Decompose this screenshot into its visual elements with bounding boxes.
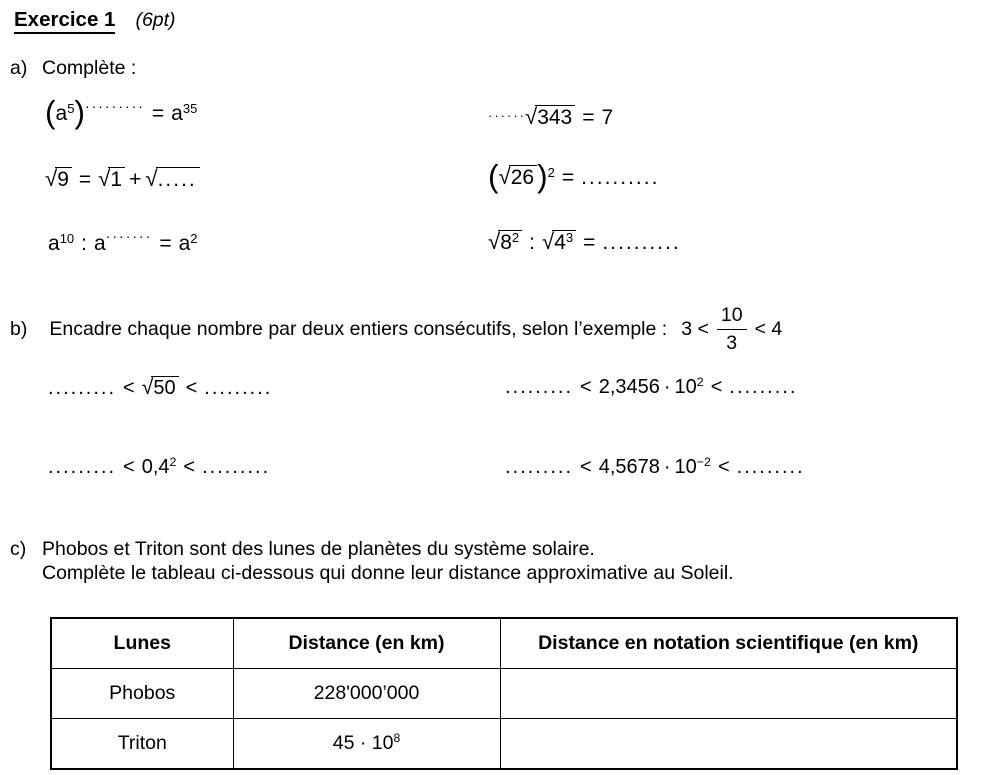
radicand — [498, 230, 522, 255]
exercise-title: Exercice 1 — [14, 8, 115, 34]
equals-sign: = — [159, 232, 172, 255]
scientific-notation-cell-empty — [500, 669, 957, 719]
answer-blank: ......... — [736, 456, 805, 478]
multiplication-dot: · — [663, 376, 671, 398]
result-base: a — [178, 232, 191, 255]
distance-cell — [233, 719, 500, 770]
radicand: 1 — [108, 167, 125, 192]
fraction-denominator: 3 — [726, 331, 738, 354]
less-than-sign: < — [123, 377, 135, 399]
distance-table — [50, 617, 958, 770]
section-c-line2: Complète le tableau ci-dessous qui donne leur distance approximative au Soleil. — [42, 562, 734, 584]
less-than-sign: < — [183, 456, 196, 478]
answer-blank: ......... — [505, 376, 574, 398]
exponent: 2 — [169, 455, 177, 470]
distance-value: 228'000’000 — [313, 682, 420, 704]
result-base: a — [171, 102, 183, 125]
bounding-sqrt50 — [48, 376, 272, 400]
header-distance-scientific: Distance en notation scientifique (en km) — [500, 618, 957, 669]
power-exponent: −2 — [696, 455, 711, 470]
division-colon: : — [81, 232, 88, 255]
expression-root-343 — [488, 104, 613, 130]
exponent: 10 — [59, 230, 75, 246]
blank-exponent: ······· — [105, 228, 153, 244]
section-b-header — [10, 300, 782, 358]
radicand: 9 — [55, 167, 72, 192]
base: a — [55, 102, 68, 125]
equals-sign: = — [561, 166, 575, 189]
radical — [45, 168, 72, 191]
result: 7 — [601, 106, 614, 129]
blank-root-index: ······ — [488, 108, 526, 123]
distance-value: 45 · 10 — [332, 732, 394, 754]
open-paren: ( — [488, 158, 499, 194]
expression-sqrt-sum — [45, 166, 200, 192]
exponent: 5 — [67, 100, 75, 116]
moon-name-cell: Triton — [51, 719, 233, 770]
moon-name-cell: Phobos — [51, 669, 233, 719]
power-exponent: 2 — [696, 375, 704, 390]
equals-sign: = — [583, 231, 596, 254]
expression-sqrt26-squared — [488, 158, 660, 194]
table-header-row — [51, 618, 957, 669]
expression-a5-power — [45, 94, 198, 130]
less-than-sign: < — [185, 377, 198, 399]
answer-blank: ......... — [48, 377, 117, 399]
less-than-sign: < — [717, 456, 730, 478]
mantissa: 2,3456 — [598, 376, 660, 398]
radicand-exponent: 2 — [511, 229, 520, 245]
plus-sign: + — [129, 168, 142, 191]
radical — [142, 377, 179, 399]
fraction-numerator: 10 — [717, 304, 747, 330]
result-exponent: 35 — [182, 100, 198, 116]
radical — [145, 168, 199, 191]
answer-blank: ......... — [729, 376, 798, 398]
answer-blank: ......... — [505, 456, 574, 478]
page-header — [14, 8, 176, 32]
equals-sign: = — [582, 106, 595, 129]
section-b-prompt: Encadre chaque nombre par deux entiers consécutifs, selon l’exemple : — [49, 317, 668, 340]
radical — [98, 168, 125, 191]
radicand: 26 — [509, 165, 537, 190]
header-lunes: Lunes — [51, 618, 233, 669]
radicand: 343 — [535, 105, 575, 130]
radical — [488, 231, 522, 254]
distance-cell — [233, 669, 500, 719]
example-upper-bound: < 4 — [754, 317, 783, 340]
expression-a-quotient — [48, 228, 198, 256]
blank-radicand: ..... — [156, 167, 200, 192]
radical — [525, 106, 575, 129]
header-distance: Distance (en km) — [233, 618, 500, 669]
bounding-0-4-squared — [48, 456, 270, 479]
radicand-base: 8 — [500, 231, 512, 254]
answer-blank: ......... — [48, 456, 117, 478]
answer-blank: ......... — [202, 456, 271, 478]
blank-exponent: ········· — [84, 98, 145, 114]
equals-sign: = — [151, 102, 165, 125]
open-paren: ( — [45, 94, 56, 130]
answer-blank: .......... — [602, 231, 681, 254]
section-c-label: c) — [10, 538, 27, 560]
radicand: 50 — [151, 376, 178, 399]
base: a — [94, 232, 106, 255]
exponent: 2 — [547, 164, 555, 180]
answer-blank: .......... — [581, 166, 660, 189]
example-fraction — [717, 304, 747, 355]
section-b-label: b) — [10, 317, 28, 340]
result-exponent: 2 — [190, 230, 198, 246]
distance-table-container — [50, 617, 958, 770]
radicand-exponent: 3 — [565, 229, 574, 245]
radical — [499, 166, 538, 189]
radicand — [552, 230, 576, 255]
distance-exponent: 8 — [393, 731, 401, 746]
example-lower-bound: 3 < — [681, 317, 709, 340]
base: a — [48, 232, 60, 255]
less-than-sign: < — [580, 376, 592, 398]
less-than-sign: < — [710, 376, 723, 398]
table-row — [51, 669, 957, 719]
radical — [542, 231, 576, 254]
less-than-sign: < — [123, 456, 135, 478]
radicand-base: 4 — [554, 231, 566, 254]
bounding-4-5678e-2 — [505, 456, 805, 479]
scientific-notation-cell-empty — [500, 719, 957, 770]
section-a-label: a) — [10, 57, 28, 79]
section-c-line1: Phobos et Triton sont des lunes de planètes du système solaire. — [42, 538, 595, 560]
multiplication-dot: · — [663, 456, 671, 478]
less-than-sign: < — [580, 456, 592, 478]
equals-sign: = — [78, 168, 92, 191]
close-paren: ) — [74, 94, 85, 130]
section-a-prompt: Complète : — [42, 57, 137, 79]
answer-blank: ......... — [204, 377, 273, 399]
table-row — [51, 719, 957, 770]
expression-sqrt-quotient — [488, 229, 681, 255]
mantissa: 4,5678 — [598, 456, 660, 478]
value: 0,4 — [141, 456, 170, 478]
division-colon: : — [529, 231, 535, 254]
power-base: 10 — [674, 456, 697, 478]
power-base: 10 — [674, 376, 697, 398]
exercise-points: (6pt) — [135, 9, 176, 31]
bounding-2-3456e2 — [505, 376, 797, 399]
close-paren: ) — [537, 158, 548, 194]
